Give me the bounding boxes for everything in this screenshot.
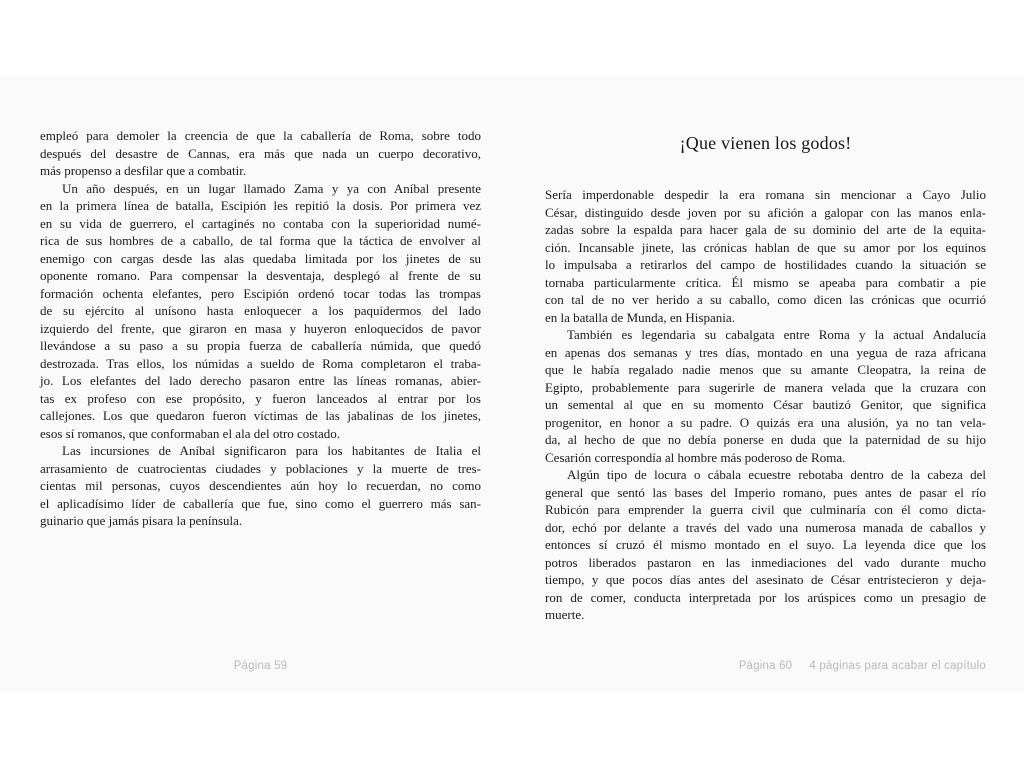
text-line: muerte. — [545, 607, 585, 622]
page-right-body-text — [545, 186, 986, 624]
paragraph — [545, 186, 986, 326]
page-right-number: Página 60 — [738, 660, 793, 672]
text-line: tas ex profeso con ese propósito, y fueron lanceados al entrar por los — [40, 390, 481, 406]
text-line: Egipto, probablemente para sugerirle de manera velada que la cruzara con — [545, 379, 986, 395]
text-line: arrasamiento de cuatrocientas ciudades y poblaciones y la muerte de tres- — [40, 460, 481, 476]
text-line: esos sí romanos, que conformaban el ala del otro costado. — [40, 425, 340, 441]
text-line: Algún tipo de locura o cábala ecuestre rebotaba dentro de la cabeza del — [567, 467, 986, 482]
page-left — [40, 0, 481, 768]
text-line: zadas sobre la espalda para hacer gala de su dominio del arte de la equita- — [545, 222, 986, 237]
text-line: dor, echó por delante a través del vado una numerosa manada de caballos y — [545, 519, 986, 535]
text-line: progenitor, en honor a su padre. O quizás era una alusión, ya no tan vela- — [545, 414, 986, 430]
text-line: También es legendaria su cabalgata entre Roma y la actual Andalucía — [567, 327, 986, 342]
text-line: el aplicadísimo líder de caballería que fue, sino como el guerrero más san- — [40, 495, 481, 511]
text-line: con tal de no ver herido a su caballo, como dicen las crónicas que ocurrió — [545, 292, 986, 307]
text-line: Rubicón para emprender la guerra civil que culminaría con él como dicta- — [545, 502, 986, 517]
text-line: Las incursiones de Aníbal significaron para los habitantes de Italia el — [62, 443, 481, 458]
text-line: en su vida de guerrero, el cartaginés no contaba con la superioridad numé- — [40, 215, 481, 231]
text-line: ron de comer, conducta interpretada por los arúspices como un presagio de — [545, 589, 986, 605]
page-right — [545, 0, 986, 768]
text-line: tornaba particularmente crítica. Él mismo se apeaba para combatir a pie — [545, 274, 986, 290]
chapter-title: ¡Que vienen los godos! — [679, 133, 852, 153]
paragraph — [545, 466, 986, 624]
text-line: en la primera línea de batalla, Escipión les repitió la dosis. Por primera vez — [40, 198, 481, 213]
text-line: que le había regalado nadie menos que su amante Cleopatra, la reina de — [545, 362, 986, 377]
text-line: jo. Los elefantes del lado derecho pasaron entre las líneas romanas, abier- — [40, 373, 481, 388]
text-line: en apenas dos semanas y tres días, montado en una yegua de raza africana — [545, 344, 986, 360]
text-line: ción. Incansable jinete, las crónicas hablan de que su amor por los equinos — [545, 239, 986, 255]
text-line: empleó para demoler la creencia de que la caballería de Roma, sobre todo — [40, 128, 481, 143]
text-line: en la batalla de Munda, en Hispania. — [545, 309, 735, 325]
text-line: general que sentó las bases del Imperio romano, pues antes de pasar el río — [545, 484, 986, 500]
text-line: Un año después, en un lugar llamado Zama y ya con Aníbal presente — [62, 180, 481, 196]
page-left-number: Página 59 — [233, 660, 288, 672]
text-line: rica de sus hombres de a caballo, de tal forma que la táctica de envolver al — [40, 233, 481, 248]
text-line: formación ochenta elefantes, pero Escipión ordenó tocar todas las trompas — [40, 285, 481, 301]
text-line: lo impulsaba a retirarlos del campo de hostilidades cuando la situación se — [545, 257, 986, 272]
text-line: potros liberados pastaron en las inmediaciones del vado durante mucho — [545, 554, 986, 570]
text-line: oponente romano. Para compensar la desventaja, desplegó al frente de su — [40, 268, 481, 283]
page-left-body-text — [40, 127, 481, 530]
text-line: César, distinguido desde joven por su afición a galopar con las manos enla- — [545, 204, 986, 220]
text-line: más propenso a desfilar que a combatir. — [40, 163, 247, 178]
paragraph — [545, 326, 986, 466]
text-line: cientas mil personas, cuyos descendientes aún hoy lo recuerdan, no como — [40, 478, 481, 493]
text-line: un semental al que en su momento César bautizó Genitor, que significa — [545, 397, 986, 412]
text-line: después del desastre de Cannas, era más que nada un cuerpo decorativo, — [40, 145, 481, 161]
text-line: destrozada. Tras ellos, los númidas a sueldo de Roma completaron el traba- — [40, 355, 481, 371]
text-line: Sería imperdonable despedir la era romana sin mencionar a Cayo Julio — [545, 187, 986, 202]
text-line: entonces sí cruzó él mismo montado en el suyo. La leyenda dice que los — [545, 537, 986, 552]
chapter-progress-label: 4 páginas para acabar el capítulo — [809, 660, 986, 672]
paragraph — [40, 442, 481, 530]
text-line: tiempo, y que pocos días antes del asesinato de César entristecieron y deja- — [545, 572, 986, 587]
text-line: enemigo con cargas desde las alas quedaba limitada por los jinetes de su — [40, 250, 481, 266]
text-line: de su ejército al unísono hasta enloquecer a los paquidermos del lado — [40, 303, 481, 318]
text-line: llevándose a su paso a su propia fuerza de caballería númida, que quedó — [40, 338, 481, 353]
text-line: Cesarión correspondía al hombre más poderoso de Roma. — [545, 449, 846, 465]
text-line: da, al hecho de que no debía ponerse en duda que la paternidad de su hijo — [545, 432, 986, 447]
text-line: guinario que jamás pisara la península. — [40, 513, 243, 528]
paragraph — [40, 127, 481, 180]
text-line: callejones. Los que quedaron fueron víctimas de las jabalinas de los jinetes, — [40, 408, 481, 423]
paragraph — [40, 180, 481, 443]
text-line: izquierdo del frente, que giraron en masa y huyeron enloquecidos de pavor — [40, 320, 481, 336]
